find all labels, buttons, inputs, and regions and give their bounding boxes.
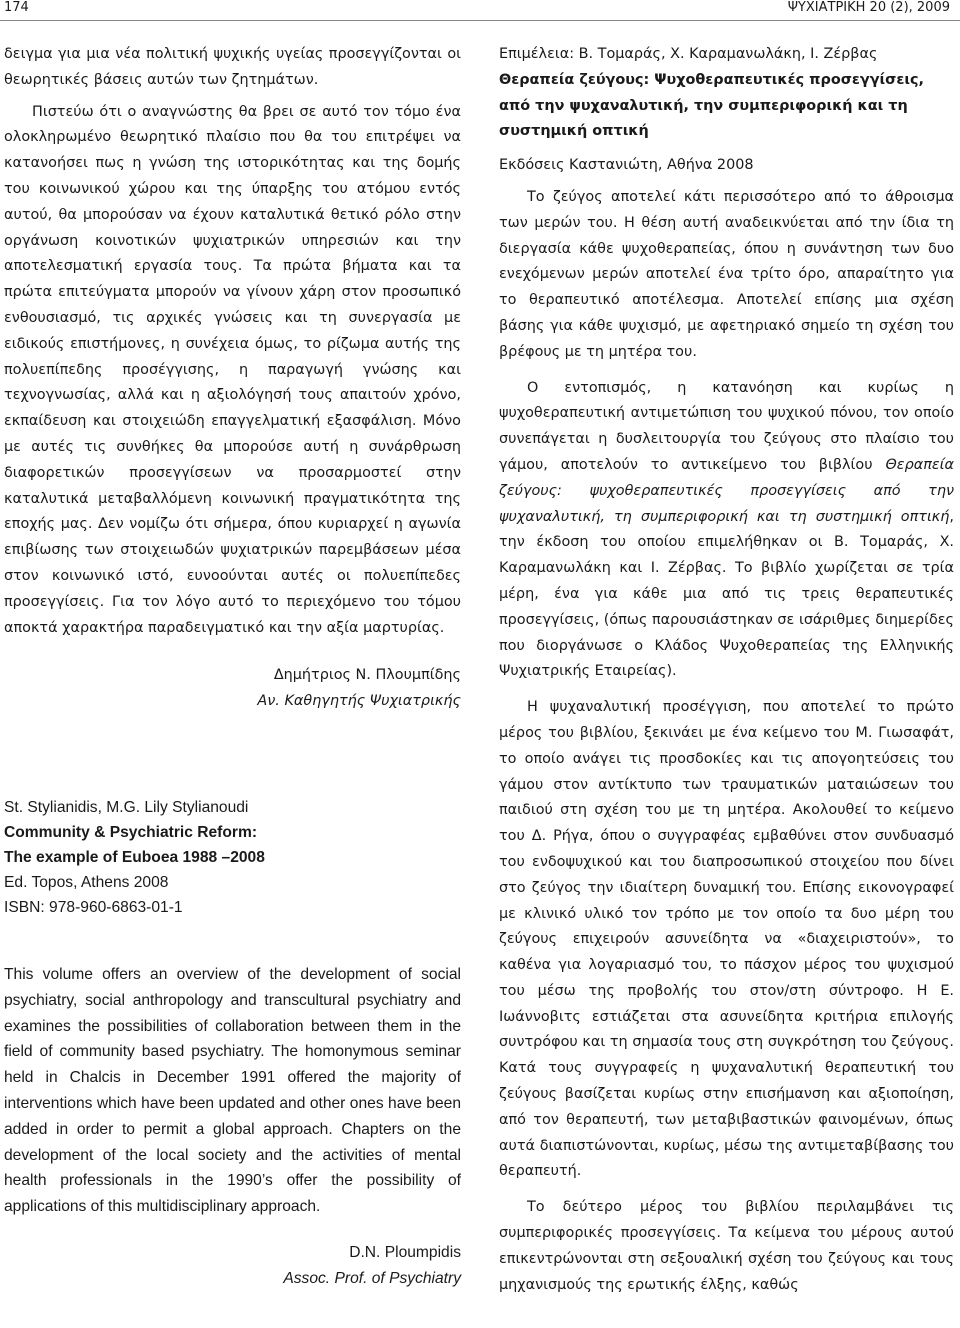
right-paragraph-2-start: Ο εντοπισμός, η κατανόηση και κυρίως η ψυχοθεραπευτική αντιμετώπιση του ψυχικού πόνου, τον οποίο συνεπάγεται η δυσλειτουργία του ζεύγους στο πλαίσιο του γάμου, αποτελούν το αντικείμενο του βιβλίου: [499, 379, 954, 473]
right-paragraph-2: [499, 376, 954, 686]
header-rule: [0, 20, 960, 21]
book-publisher: Ed. Topos, Athens 2008: [4, 873, 169, 891]
right-paragraph-4: Το δεύτερο μέρος του βιβλίου περιλαμβάνει τις συμπεριφορικές προσεγγίσεις. Τα κείμενα του μέρους αυτού επικεντρώνονται στη σεξουαλική σχέση του ζεύγους και τους μηχανισμούς της ερωτικής έλξης, καθώς: [499, 1199, 954, 1293]
book-publisher-greek: Εκδόσεις Καστανιώτη, Αθήνα 2008: [499, 157, 754, 174]
left-paragraph-2: Πιστεύω ότι ο αναγνώστης θα βρει σε αυτό τον τόμο ένα ολοκληρωμένο θεωρητικό πλαίσιο που θα του επιτρέψει να κατανοήσει πως η γνώση της ιστορικότητας και της δομής του κοινωνικού χώρου και της ύπαρξης του ατόμου εντός αυτού, θα μπορούσαν να έχουν καταλυτικά θετικό ρόλο στην οργάνωση κοινοτικών ψυχιατρικών υπηρεσιών και την αποτελεσματική εργασία τους. Τα πρώτα βήματα και τα πρώτα επιτεύγματα μπορούν να γίνουν χάρη στον προσωπικό ενθουσιασμό, τις αρχικές γνώσεις και τη συνεργασία με ειδικούς επιστήμονες, η συνέχεια όμως, το ρίζωμα αυτής της πολυεπίπεδης προσέγγισης, η παραγωγή γνώσης και τεχνογνωσίας, αλλά και η αξιολόγησή τους απαιτούν χρόνο, εκπαίδευση και στοιχειώδη επαγγελματική εξασφάλιση. Μόνο με αυτές τις συνθήκες θα μπορούσε αυτή η συνάρθρωση διαφορετικών προσεγγίσεων να προσαρμοστεί στην καταλυτικά μεταβαλλόμενη κοινωνική πραγματικότητα της εποχής μας. Δεν νομίζω ότι σήμερα, όπου κυριαρχεί η αγωνία επιβίωσης των στοιχειωδών ψυχιατρικών παρεμβάσεων μέσα στον κοινωνικό ιστό, ευνοούνται αυτές οι πολυεπίπεδες προσεγγίσεις. Για τον λόγο αυτό το περιεχόμενο του τόμου αποκτά χαρακτήρα παραδειγματικό και την αξία μαρτυρίας.: [4, 103, 461, 636]
signature-title: Αν. Καθηγητής Ψυχιατρικής: [257, 693, 461, 710]
book-authors: St. Stylianidis, M.G. Lily Stylianoudi: [4, 798, 249, 816]
book-title-italic: Θεραπεία ζεύγους: ψυχοθεραπευτικές προσεγγίσεις από την ψυχαναλυτική, τη συμπεριφορική και τη συστημική οπτική: [499, 456, 954, 525]
left-paragraph-1: δειγμα για μια νέα πολιτική ψυχικής υγείας προσεγγίζονται οι θεωρητικές βάσεις αυτών των ζητημάτων.: [4, 46, 461, 88]
book-title-greek: Θεραπεία ζεύγους: Ψυχοθεραπευτικές προσεγγίσεις, από την ψυχαναλυτική, την συμπεριφορική και τη συστημική οπτική: [499, 71, 924, 140]
book-entry-english: [4, 795, 461, 920]
book-entry-greek: [499, 42, 954, 179]
left-column: [4, 42, 461, 1291]
right-paragraph-3: Η ψυχαναλυτική προσέγγιση, που αποτελεί το πρώτο μέρος του βιβλίου, ξεκινάει με ένα κείμενο του Μ. Γιωσαφάτ, το οποίο ανάγει τις προσδοκίες και τις απογοητεύσεις του γάμου στον αντίκτυπο των τραυματικών ματαιώσεων του παιδιού στη σχέση του με τη μητέρα. Ακολουθεί το κείμενο του Δ. Ρήγα, όπου ο συγγραφέας εμβαθύνει στον συνδυασμό του ενδοψυχικού και του διαπροσωπικού στοιχείου που δίνει στο ζεύγος την ιδιαίτερη δυναμική του. Επίσης εικονογραφεί με κλινικό υλικό τον τρόπο με τον οποίο τα δυο μέρη του ζεύγους επιχειρούν ασυνείδητα να «διαχειριστούν», το καθένα για λογαριασμό του, το πάσχον μέρος του ψυχισμού του μέσω της προβολής του στον/στη σύντροφο. Η Ε. Ιωάννοβιτς εστιάζεται στα ασυνείδητα κριτήρια επιλογής συντρόφου και τη σημασία τους στη συγκρότηση του ζεύγους. Κατά τους συγγραφείς η ψυχαναλυτική θεραπευτική του ζεύγους βασίζεται κυρίως στην επισήμανση και αξιοποίηση, από τον θεραπευτή, των μεταβιβαστικών φαινομένων, όπως αυτά διαπιστώνονται, κυρίως, μέσω της αντιμεταβίβασης του θεραπευτή.: [499, 699, 954, 1180]
right-paragraph-1: Το ζεύγος αποτελεί κάτι περισσότερο από το άθροισμα των μερών του. Η θέση αυτή αναδεικνύεται από την ίδια τη διεργασία κάθε ψυχοθεραπείας, όπου η συνάντηση των δυο ενεχόμενων μερών αποτελεί ένα τρίτο όρο, απαραίτητο για το θεραπευτικό αποτέλεσμα. Αποτελεί επίσης μια σχέση βάσης για κάθε ψυχισμό, με αφετηριακό σημείο τη σχέση του βρέφους με τη μητέρα του.: [499, 188, 954, 360]
book-editors: Επιμέλεια: Β. Τομαράς, Χ. Καραμανωλάκη, Ι. Ζέρβας: [499, 46, 878, 62]
page-number: 174: [4, 0, 29, 15]
english-abstract: This volume offers an overview of the development of social psychiatry, social anthropology and transcultural psychiatry and examines the possibilities of collaboration between them in the field of community based psychiatry. The homonymous seminar held in Chalcis in December 1991 offered the majority of interventions which have been updated and other ones have been added in order to permit a global approach. Chapters on the development of the local society and the activities of mental health professionals in the 1990’s offer the possibility of applications of this multidisciplinary approach.: [4, 965, 461, 1216]
english-signature-title: Assoc. Prof. of Psychiatry: [283, 1269, 461, 1287]
book-title-line-2: The example of Euboea 1988 –2008: [4, 848, 265, 866]
journal-header: ΨΥΧΙΑΤΡΙΚΗ 20 (2), 2009: [787, 0, 950, 15]
right-paragraph-2-end: , την έκδοση του οποίου επιμελήθηκαν οι Β. Τομαράς, Χ. Καραμανωλάκη και Ι. Ζέρβας. Το βιβλίο χωρίζεται σε τρία μέρη, ένα για κάθε μια από τις τρεις θεραπευτικές προσεγγίσεις, (όπως παρουσιάστηκαν σε ισάριθμες διημερίδες που διοργάνωσε ο Κλάδος Ψυχοθεραπείας της Ελληνικής Ψυχιατρικής Εταιρείας).: [499, 508, 954, 680]
english-signature-name: D.N. Ploumpidis: [349, 1243, 461, 1261]
book-isbn: ISBN: 978-960-6863-01-1: [4, 898, 183, 916]
book-title-line-1: Community & Psychiatric Reform:: [4, 823, 258, 841]
signature-name: Δημήτριος Ν. Πλουμπίδης: [273, 667, 461, 684]
right-column: [499, 42, 954, 1298]
